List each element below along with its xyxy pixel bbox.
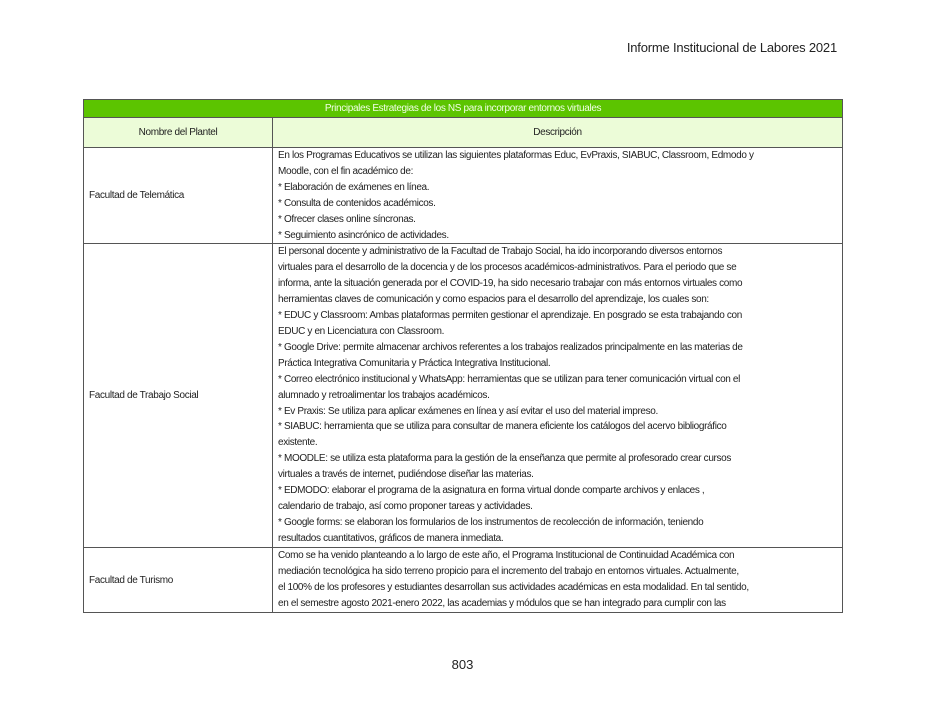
table-column-header-row — [84, 118, 843, 148]
table-row — [84, 148, 843, 244]
description-line: * Google Drive: permite almacenar archivos referentes a los trabajos realizados principalmente en las materias de — [278, 341, 743, 353]
description-line: * Google forms: se elaboran los formularios de los instrumentos de recolección de información, teniendo — [278, 516, 704, 528]
column-header-plantel: Nombre del Plantel — [84, 118, 273, 148]
description-line: * EDUC y Classroom: Ambas plataformas permiten gestionar el aprendizaje. En posgrado se esta trabajando con — [278, 310, 742, 322]
description-line: * Elaboración de exámenes en línea. — [278, 181, 430, 193]
description-line: * Consulta de contenidos académicos. — [278, 197, 436, 209]
description-line: el 100% de los profesores y estudiantes desarrollan sus actividades académicas en esta modalidad. En tal sentido, — [278, 582, 749, 594]
column-header-descripcion: Descripción — [273, 118, 843, 148]
description-line: virtuales para el desarrollo de la docencia y de los procesos académicos-administrativos. Para el periodo que se — [278, 262, 737, 274]
table-row — [84, 244, 843, 548]
description-line: calendario de trabajo, así como proponer tareas y actividades. — [278, 500, 533, 512]
plantel-description — [273, 244, 843, 548]
table-row — [84, 548, 843, 613]
table-title: Principales Estrategias de los NS para incorporar entornos virtuales — [84, 100, 843, 118]
plantel-name: Facultad de Turismo — [84, 548, 273, 613]
description-line: El personal docente y administrativo de la Facultad de Trabajo Social, ha ido incorporando diversos entornos — [278, 246, 723, 258]
description-line: existente. — [278, 437, 318, 449]
page-number: 803 — [451, 657, 474, 672]
description-line: alumnado y retroalimentar los trabajos académicos. — [278, 389, 490, 401]
description-line: en el semestre agosto 2021-enero 2022, las academias y módulos que se han integrado para cumplir con las — [278, 598, 726, 610]
plantel-description — [273, 548, 843, 613]
description-line: * SIABUC: herramienta que se utiliza para consultar de manera eficiente los catálogos del acervo bibliográfico — [278, 421, 727, 433]
description-line: Práctica Integrativa Comunitaria y Práctica Integrativa Institucional. — [278, 357, 551, 369]
plantel-name: Facultad de Telemática — [84, 148, 273, 244]
plantel-name: Facultad de Trabajo Social — [84, 244, 273, 548]
plantel-description — [273, 148, 843, 244]
description-line: * MOODLE: se utiliza esta plataforma para la gestión de la enseñanza que permite al profesorado crear cursos — [278, 453, 732, 465]
description-line: informa, ante la situación generada por el COVID-19, ha sido necesario trabajar con más entornos virtuales como — [278, 278, 743, 290]
description-line: Como se ha venido planteando a lo largo de este año, el Programa Institucional de Continuidad Académica con — [278, 550, 735, 562]
table-title-row — [84, 100, 843, 118]
description-line: * Ev Praxis: Se utiliza para aplicar exámenes en línea y así evitar el uso del material impreso. — [278, 405, 658, 417]
description-line: * Ofrecer clases online síncronas. — [278, 213, 416, 225]
description-line: En los Programas Educativos se utilizan las siguientes plataformas Educ, EvPraxis, SIABUC, Classroom, Edmodo y — [278, 150, 754, 161]
description-line: herramientas claves de comunicación y como espacios para el desarrollo del aprendizaje, los cuales son: — [278, 294, 709, 306]
description-line: resultados cuantitativos, gráficos de manera inmediata. — [278, 532, 504, 544]
strategies-table — [83, 99, 843, 613]
description-line: * Correo electrónico institucional y WhatsApp: herramientas que se utilizan para tener comunicación virtual con el — [278, 373, 741, 385]
description-line: * EDMODO: elaborar el programa de la asignatura en forma virtual donde comparte archivos y enlaces , — [278, 485, 705, 497]
description-line: mediación tecnológica ha sido terreno propicio para el incremento del trabajo en entornos virtuales. Actualmente, — [278, 566, 739, 578]
description-line: Moodle, con el fin académico de: — [278, 165, 413, 177]
running-header-title: Informe Institucional de Labores 2021 — [626, 40, 837, 55]
description-line: * Seguimiento asincrónico de actividades. — [278, 229, 449, 241]
description-line: EDUC y en Licenciatura con Classroom. — [278, 325, 445, 337]
description-line: virtuales a través de internet, pudiéndose diseñar las materias. — [278, 469, 534, 481]
